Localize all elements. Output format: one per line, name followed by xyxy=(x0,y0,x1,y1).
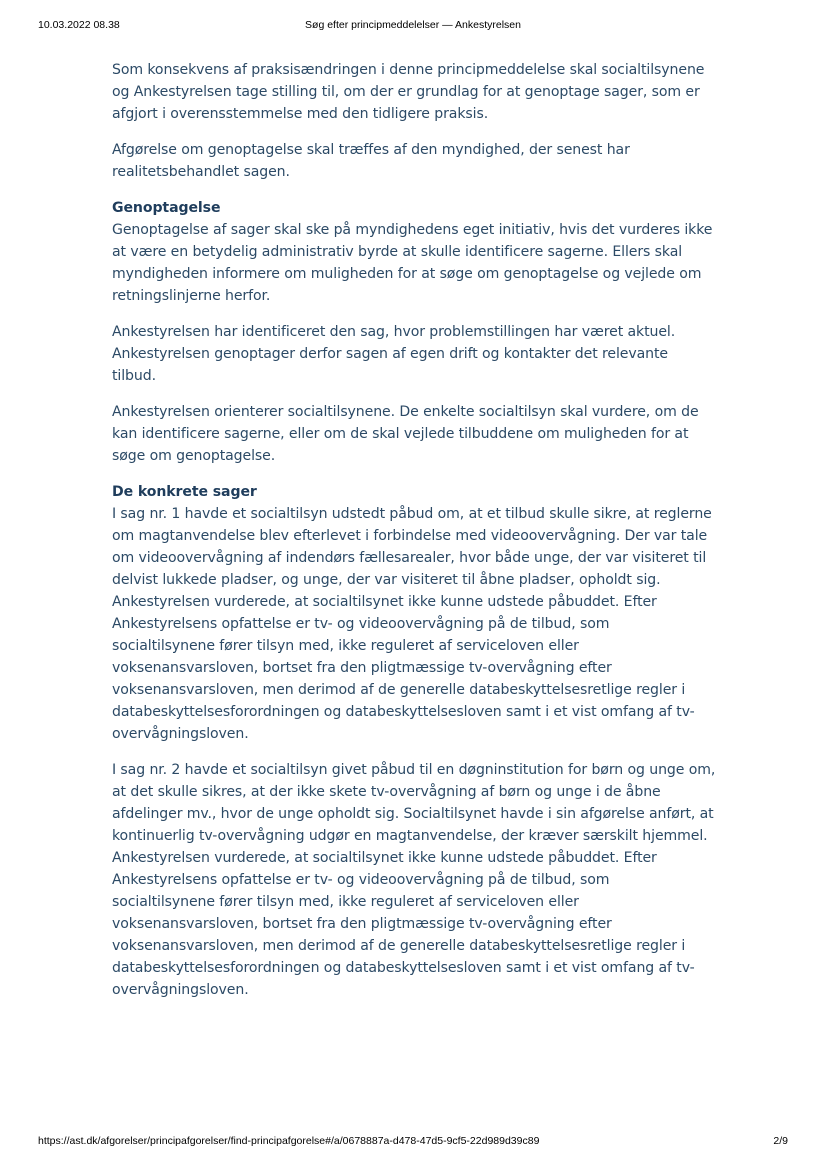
print-footer xyxy=(38,1135,788,1149)
section-paragraph: I sag nr. 1 havde et socialtilsyn udstedt påbud om, at et tilbud skulle sikre, at reglerne om magtanvendelse blev efterlevet i forbindelse med videoovervågning. Der var tale om videoovervågning af indendørs fællesarealer, hvor både unge, der var visiteret til delvist lukkede pladser, og unge, der var visiteret til åbne pladser, opholdt sig. Ankestyrelsen vurderede, at socialtilsynet ikke kunne udstede påbuddet. Efter Ankestyrelsens opfattelse er tv- og videoovervågning på de tilbud, som socialtilsynene fører tilsyn med, ikke reguleret af serviceloven eller voksenansvarsloven, bortset fra den pligtmæssige tv-overvågning efter voksenansvarsloven, men derimod af de generelle databeskyttelsesretlige regler i databeskyttelsesforordningen og databeskyttelsesloven samt i et vist omfang af tv-overvågningsloven. xyxy=(112,506,712,742)
section-heading: Genoptagelse xyxy=(112,200,221,216)
print-header xyxy=(38,19,788,33)
print-page-title: Søg efter principmeddelelser — Ankestyrelsen xyxy=(305,19,521,31)
section-konkrete-sager xyxy=(112,481,716,1001)
section-paragraph: I sag nr. 2 havde et socialtilsyn givet påbud til en døgninstitution for børn og unge om, at det skulle sikres, at der ikke skete tv-overvågning af børn og unge i de åbne afdelinger mv., hvor de unge opholdt sig. Socialtilsynet havde i sin afgørelse anført, at kontinuerlig tv-overvågning udgør en magtanvendelse, der kræver særskilt hjemmel. Ankestyrelsen vurderede, at socialtilsynet ikke kunne udstede påbuddet. Efter Ankestyrelsens opfattelse er tv- og videoovervågning på de tilbud, som socialtilsynene fører tilsyn med, ikke reguleret af serviceloven eller voksenansvarsloven, bortset fra den pligtmæssige tv-overvågning efter voksenansvarsloven, men derimod af de generelle databeskyttelsesretlige regler i databeskyttelsesforordningen og databeskyttelsesloven samt i et vist omfang af tv-overvågningsloven. xyxy=(112,762,716,998)
intro-paragraph: Som konsekvens af praksisændringen i denne principmeddelelse skal socialtilsynene og Ankestyrelsen tage stilling til, om der er grundlag for at genoptage sager, som er afgjort i overensstemmelse med den tidligere praksis. xyxy=(112,62,705,122)
section-genoptagelse xyxy=(112,197,716,467)
page-url: https://ast.dk/afgorelser/principafgorelser/find-principafgorelse#/a/0678887a-d478-47d5-9cf5-22d989d39c89 xyxy=(38,1135,540,1147)
intro-paragraph: Afgørelse om genoptagelse skal træffes af den myndighed, der senest har realitetsbehandlet sagen. xyxy=(112,142,630,180)
section-paragraph: Genoptagelse af sager skal ske på myndighedens eget initiativ, hvis det vurderes ikke at være en betydelig administrativ byrde at skulle identificere sagerne. Ellers skal myndigheden informere om muligheden for at søge om genoptagelse og vejlede om retningslinjerne herfor. xyxy=(112,222,713,304)
article-content xyxy=(112,59,716,1015)
print-date: 10.03.2022 08.38 xyxy=(38,19,120,31)
page-number: 2/9 xyxy=(773,1135,788,1147)
section-heading: De konkrete sager xyxy=(112,484,257,500)
section-paragraph: Ankestyrelsen har identificeret den sag, hvor problemstillingen har været aktuel. Ankestyrelsen genoptager derfor sagen af egen drift og kontakter det relevante tilbud. xyxy=(112,324,676,384)
section-paragraph: Ankestyrelsen orienterer socialtilsynene. De enkelte socialtilsyn skal vurdere, om de kan identificere sagerne, eller om de skal vejlede tilbuddene om muligheden for at søge om genoptagelse. xyxy=(112,404,699,464)
